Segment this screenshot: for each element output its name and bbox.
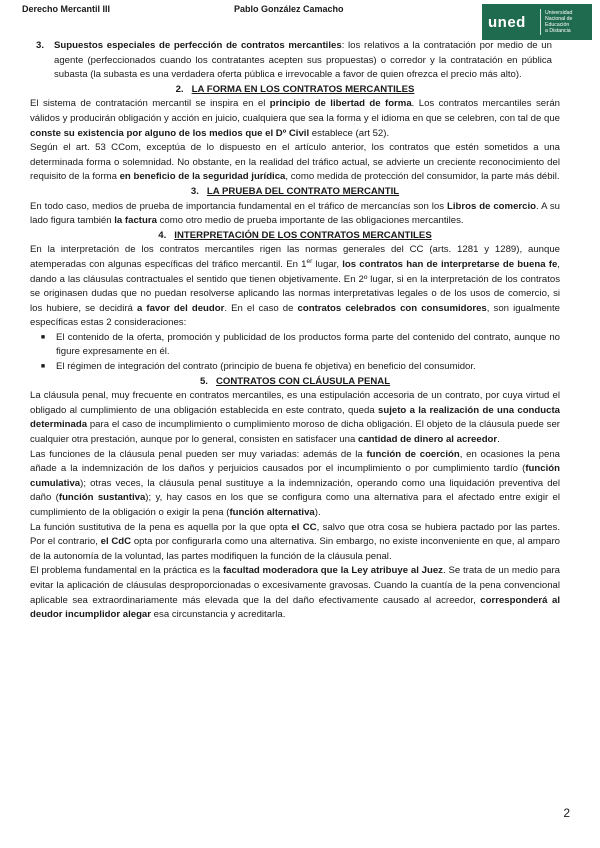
- text: La función sustitutiva de la pena es aquella por la que opta: [30, 521, 292, 533]
- item-number: 3.: [36, 40, 45, 51]
- bold-text: principio de libertad de forma: [269, 98, 412, 110]
- heading-number: 4.: [158, 229, 167, 241]
- document-body: [30, 39, 560, 623]
- paragraph: [30, 521, 560, 565]
- text: . Se trata de un medio para evitar la aplicación de cláusulas desproporcionadas o excesivamente gravosas. Cuando la cuantía de la pena convencional aplicable sea extraordinariamente más elevada que la del daño efectivamente causado al acreedor,: [30, 565, 560, 606]
- text: , en ocasiones la pena añade a la indemnización de los daños y perjuicios causados por el incumplimiento o por cumplimiento tardío (: [30, 448, 560, 475]
- text: . En el caso de: [224, 302, 298, 314]
- text: , dando a las cláusulas contractuales el sentido que tienen objetivamente. En 2º lugar, si en la interpretación de los contratos se originasen dudas que no puedan resolverse aplicando las normas interpretativas legales o de los usos de comercio, si los hubiere, se decidirá: [30, 258, 560, 314]
- text: lugar,: [312, 258, 343, 270]
- bold-text: a favor del deudor: [136, 302, 225, 314]
- section-heading-forma: [30, 83, 560, 98]
- paragraph: [30, 448, 560, 521]
- page-number: 2: [563, 806, 570, 820]
- paragraph: [30, 97, 560, 141]
- text: En la interpretación de los contratos mercantiles rigen las normas generales del CC (arts. 1281 y 1289), aunque atemperadas con algunas específicas del tráfico mercantil. En 1: [30, 244, 560, 270]
- heading-title: INTERPRETACIÓN DE LOS CONTRATOS MERCANTILES: [174, 229, 432, 241]
- bold-text: cantidad de dinero al acreedor: [358, 434, 498, 446]
- bold-text: conste su existencia por alguno de los medios que el Dº Civil: [30, 127, 310, 139]
- text: El sistema de contratación mercantil se inspira en el: [30, 98, 270, 110]
- section-heading-clausula-penal: [30, 375, 560, 390]
- bold-text: sujeto a la realización de una conducta determinada: [30, 404, 561, 431]
- text: , como medida de protección del consumidor, la parte más débil.: [285, 171, 560, 183]
- bold-text: función cumulativa: [30, 463, 560, 489]
- text: . A su lado figura también: [30, 200, 561, 227]
- logo-line: Universidad: [545, 10, 573, 16]
- text: En todo caso, medios de prueba de importancia fundamental en el tráfico de mercancías son los: [30, 200, 447, 212]
- section-heading-prueba: [30, 185, 560, 200]
- text: ); otras veces, la cláusula penal sustituye a la indemnización, operando como una liquidación preventiva del daño (: [30, 477, 560, 504]
- text: opta por configurarla como una alternativa. Sin embargo, no existe inconveniente en que, al amparo de la autonomía de la voluntad, las partes modifiquen la función de la cláusula penal.: [30, 536, 560, 562]
- bullet-list: [30, 331, 560, 375]
- bullet-icon: ■: [40, 333, 46, 341]
- bold-text: Libros de comercio: [446, 200, 537, 212]
- paragraph: [30, 141, 560, 185]
- page-header: [22, 4, 592, 40]
- uned-logo: [482, 4, 592, 40]
- list-item-text: El régimen de integración del contrato (principio de buena fe objetiva) en beneficio del consumidor.: [56, 361, 476, 373]
- bold-text: facultad moderadora que la Ley atribuye al Juez: [222, 565, 443, 577]
- bold-text: función alternativa: [229, 507, 315, 518]
- author-name: Pablo González Camacho: [234, 4, 344, 14]
- heading-number: 2.: [175, 83, 184, 95]
- text: para el caso de incumplimiento o cumplimiento moroso de dicha obligación. El objeto de la cláusula puede ser cualquier otra prestación, aunque por lo general, consisten en satisfacer una: [30, 419, 560, 446]
- item-body: : los relativos a la contratación por medio de un agente (perfeccionados cuando los contratantes acepten sus propuestas) o corredor y la contratación en pública subasta (la subasta es una verdadera oferta pública e irrevocable a favor de quien ofrezca el precio más alto).: [54, 40, 552, 81]
- text: , salvo que otra cosa se hubiera pactado por las partes. Por el contrario,: [30, 521, 560, 548]
- list-item: [30, 331, 560, 360]
- bold-text: el CdC: [100, 536, 132, 548]
- bold-text: el CC: [291, 521, 317, 533]
- logo-line: Educación: [545, 22, 570, 28]
- bold-text: corresponderá al deudor incumplidor alegar: [30, 594, 560, 621]
- text: El problema fundamental en la práctica es la: [30, 565, 223, 577]
- text: esa circunstancia y acreditarla.: [151, 609, 286, 621]
- text: . Los contratos mercantiles serán válidos y producirán obligación y acción en juicio, cualquiera que sea la forma y el idioma en que se celebren, con tal de que: [30, 98, 560, 124]
- logo-line: a Distancia: [545, 28, 571, 34]
- bold-text: los contratos han de interpretarse de buena fe: [342, 258, 558, 270]
- paragraph: [30, 389, 560, 447]
- heading-number: 3.: [190, 185, 199, 197]
- paragraph: [30, 200, 560, 229]
- item-title: Supuestos especiales de perfección de contratos mercantiles: [54, 40, 342, 51]
- paragraph: [30, 564, 560, 622]
- text: establece (art 52).: [309, 127, 390, 139]
- course-title: Derecho Mercantil III: [22, 4, 111, 14]
- bold-text: la factura: [114, 215, 157, 227]
- paragraph: [30, 243, 560, 331]
- logo-wordmark: uned: [488, 13, 526, 31]
- text: , son igualmente específicas estas 2 consideraciones:: [30, 302, 560, 329]
- text: ); y, hay casos en los que se configura como una alternativa para el afectado entre exigir el cumplimiento de la obligación o exigir la pena (: [30, 492, 560, 518]
- bold-text: función sustantiva: [58, 492, 146, 504]
- logo-separator: [540, 9, 541, 35]
- superscript: er: [306, 257, 313, 265]
- numbered-item-3: [30, 39, 560, 83]
- text: ).: [314, 507, 321, 518]
- heading-title: LA FORMA EN LOS CONTRATOS MERCANTILES: [191, 83, 415, 95]
- bold-text: en beneficio de la seguridad jurídica: [119, 171, 286, 183]
- text: La cláusula penal, muy frecuente en contratos mercantiles, es una estipulación accesoria de un contrato, por cuya virtud el obligado al cumplimiento de una obligación establecida en este contrato, queda: [30, 390, 560, 416]
- bullet-icon: ■: [40, 363, 46, 371]
- logo-line: Nacional de: [545, 16, 573, 22]
- text: Según el art. 53 CCom, exceptúa de lo dispuesto en el artículo anterior, los contratos que estén sometidos a una determinada forma o solemnidad. No obstante, en la realidad del tráfico actual, se advierte un creciente reconocimiento del requisito de la forma: [30, 142, 560, 183]
- list-item: [30, 360, 560, 375]
- heading-title: CONTRATOS CON CLÁUSULA PENAL: [215, 375, 391, 387]
- text: Las funciones de la cláusula penal pueden ser muy variadas: además de la: [30, 448, 367, 460]
- text: como otro medio de prueba importante de las obligaciones mercantiles.: [156, 215, 464, 227]
- logo-subtitle: [545, 10, 572, 34]
- bold-text: contratos celebrados con consumidores: [297, 302, 487, 314]
- item-text: [54, 39, 560, 83]
- heading-title: LA PRUEBA DEL CONTRATO MERCANTIL: [206, 185, 400, 197]
- section-heading-interpretacion: [30, 229, 560, 244]
- bold-text: función de coerción: [366, 448, 460, 460]
- list-item-text: El contenido de la oferta, promoción y publicidad de los productos forma parte del contenido del contrato, aunque no figure expresamente en él.: [56, 331, 560, 358]
- heading-number: 5.: [199, 375, 208, 387]
- text: .: [497, 434, 500, 446]
